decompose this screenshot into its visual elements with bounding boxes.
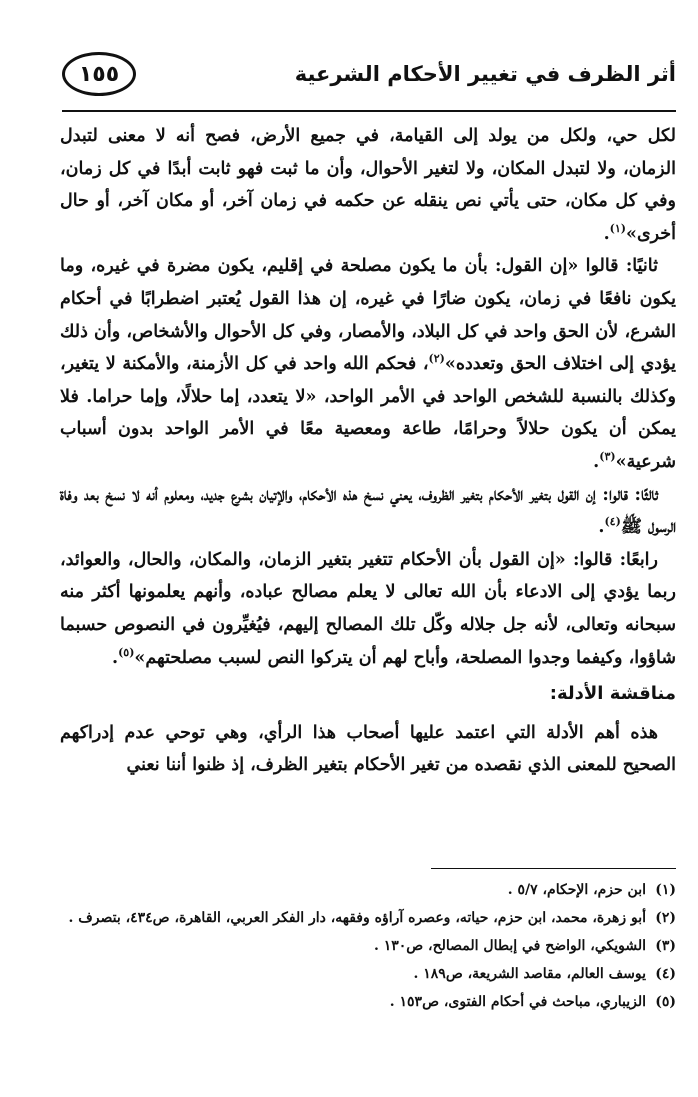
footnote-text: الشويكي، الواضح في إبطال المصالح، ص١٣٠ . <box>373 938 646 954</box>
footnote-text: ابن حزم، الإحكام، ٥/٧ . <box>507 882 646 898</box>
footnote-item <box>50 904 676 932</box>
footnote-item <box>50 876 676 904</box>
section-heading: مناقشة الأدلة: <box>549 683 676 705</box>
footnote-number: (٢) <box>655 910 676 926</box>
footnote-number: (٤) <box>655 966 676 982</box>
footnote-number: (٥) <box>655 994 676 1010</box>
paragraph-discussion: هذه أهم الأدلة التي اعتمد عليها أصحاب هذا الرأي، وهي توحي عدم إدراكهم الصحيح للمعنى الذي نقصده من تغير الأحكام بتغير الظرف، إذ ظنوا أننا نعني <box>60 722 676 776</box>
footnote-text: أبو زهرة، محمد، ابن حزم، حياته، وعصره آراؤه وفقهه، دار الفكر العربي، القاهرة، ص٤٣٤، بتصرف . <box>68 910 646 926</box>
footnote-item <box>50 960 676 988</box>
footnote-ref: (٢) <box>428 352 445 366</box>
header-divider <box>62 110 676 112</box>
footnote-divider <box>431 868 676 869</box>
footnote-text: يوسف العالم، مقاصد الشريعة، ص١٨٩ . <box>413 966 646 982</box>
footnote-ref: (٤) <box>604 515 621 529</box>
point-label: ثانيًا: <box>625 256 658 277</box>
footnote-text: الزيباري، مباحث في أحكام الفتوى، ص١٥٣ . <box>389 994 646 1010</box>
paragraph-third: ثالثًا: قالوا: إن القول بتغير الأحكام بتغير الظروف، يعني نسخ هذه الأحكام، والإتيان بشرع جديد، ومعلوم أنه لا نسخ بعد وفاة الرسول ﷺ$^{(٤)}$. <box>60 484 676 538</box>
point-label: رابعًا: <box>619 549 658 570</box>
paragraph-second: ثانيًا: قالوا «إن القول: بأن ما يكون مصلحة في إقليم، يكون مضرة في غيره، وما يكون نافعًا في زمان، يكون ضارًا في غيره، إن هذا القول يُعتبر اضطرابًا في أحكام الشرع، لأن الحق واحد في كل البلاد، والأمصار، وفي كل الأحوال والأشخاص، وأن ذلك يؤدي إلى اختلاف الحق وتعدده»$^{(٢)}$، فحكم الله واحد في كل الأزمنة، والأمكنة لا يتغير، وكذلك بالنسبة للشخص الواحد في الأمر الواحد، «لا يتعدد، إما حلالًا، وإما حراما. فلا يمكن أن يكون حلالاً وحرامًا، طاعة ومعصية معًا في الأمر الواحد بدون أسباب شرعية»$^{(٣)}$. <box>60 256 676 472</box>
footnote-number: (٣) <box>655 938 676 954</box>
running-title: أثر الظرف في تغيير الأحكام الشرعية <box>294 62 676 86</box>
page-number-badge: ١٥٥ <box>62 52 136 96</box>
footnote-item <box>50 932 676 960</box>
footnote-ref: (٥) <box>118 645 135 659</box>
footnote-item <box>50 988 676 1016</box>
footnote-number: (١) <box>655 882 676 898</box>
main-text <box>60 120 676 782</box>
footnotes <box>50 876 676 1016</box>
footnote-ref: (١) <box>609 221 627 235</box>
footnote-ref: (٣) <box>599 450 616 464</box>
paragraph-fourth: رابعًا: قالوا: «إن القول بأن الأحكام تتغير بتغير الزمان، والمكان، والحال، والعوائد، ربما يؤدي إلى الادعاء بأن الله تعالى لا يعلم مصالح عباده، وأنهم يعلمونها أكثر منه سبحانه وتعالى، لأنه جل جلاله وكّل تلك المصالح إليهم، فيُغيِّرون في النصوص حسبما شاؤوا، وكيفما وجدوا المصلحة، وأباح لهم أن يتركوا النص لسبب مصلحتهم»$^{(٥)}$. <box>60 549 676 668</box>
paragraph-continuation: لكل حي، ولكل من يولد إلى القيامة، في جميع الأرض، فصح أنه لا معنى لتبدل الزمان، ولا لتبدل المكان، ولا لتغير الأحوال، وأن ما ثبت فهو ثابت أبدًا في كل زمان، وفي كل مكان، حتى يأتي نص ينقله عن حكمه في زمان آخر، أو مكان آخر، أو حال أخرى»$^{(١)}$. <box>60 126 676 244</box>
page-header <box>62 52 676 118</box>
point-label: ثالثًا: <box>634 484 658 505</box>
